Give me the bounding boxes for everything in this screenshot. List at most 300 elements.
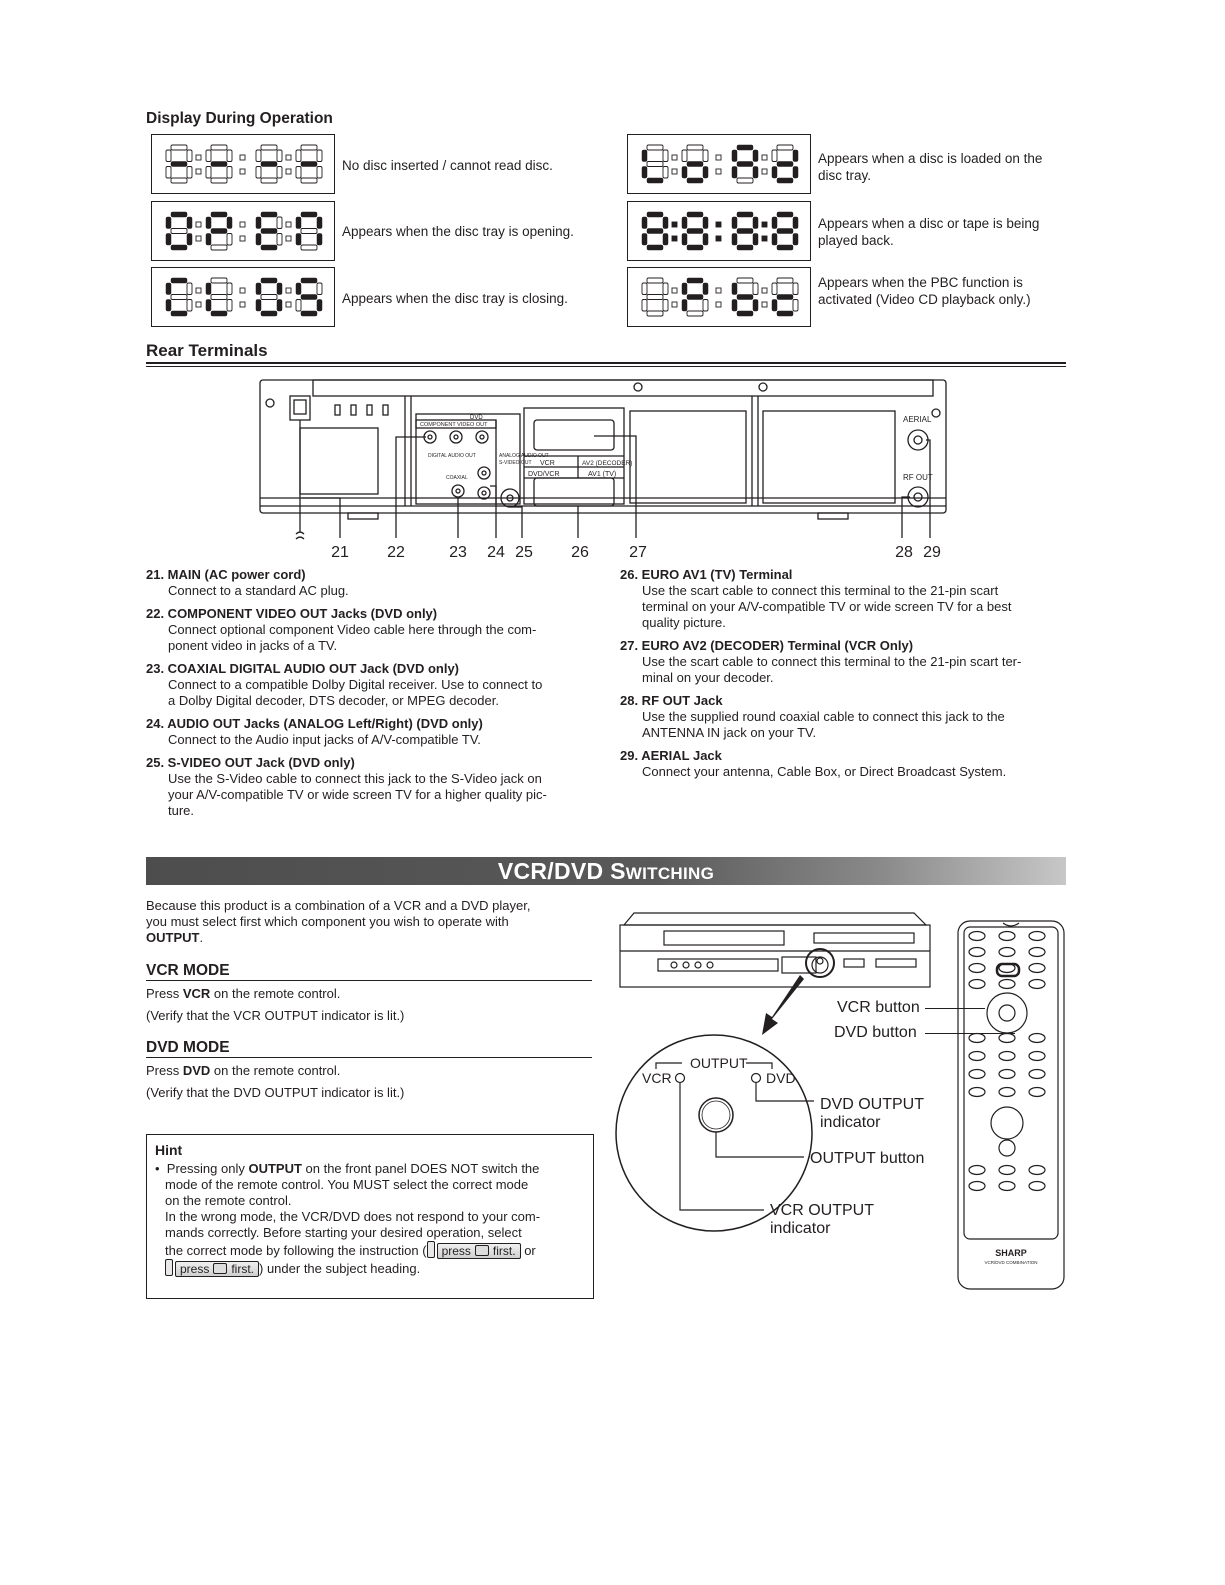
callout-23: 23	[449, 544, 467, 561]
rf-out-jack	[908, 487, 928, 507]
lcd-colon-dot	[762, 288, 767, 293]
lcd-segment	[256, 234, 261, 246]
disc-tray	[814, 933, 914, 943]
lcd-segment	[793, 300, 798, 312]
lcd-segment	[166, 283, 171, 295]
label-svideo: S-VIDEO OUT	[499, 460, 532, 466]
lcd-segment	[732, 167, 737, 179]
remote-key[interactable]	[999, 1052, 1015, 1061]
lcd-colon-dot	[672, 169, 677, 174]
lcd-segment	[703, 234, 708, 246]
lcd-digits	[152, 135, 334, 193]
terminal-desc-line: Connect to a compatible Dolby Digital receiver. Use to connect to	[168, 677, 543, 692]
output-button-callout: OUTPUT button	[810, 1150, 925, 1167]
terminal-title: 27. EURO AV2 (DECODER) Terminal (VCR Only)	[620, 638, 914, 653]
lcd-segment	[206, 217, 211, 229]
lcd-segment	[737, 162, 753, 167]
remote-key[interactable]	[1029, 1182, 1045, 1191]
lcd-segment	[647, 162, 663, 167]
lcd-segment	[211, 311, 227, 316]
lcd-segment	[687, 212, 703, 217]
callout-29: 29	[923, 544, 941, 561]
remote-key[interactable]	[999, 980, 1015, 989]
lcd-colon-dot	[762, 155, 767, 160]
lcd-segment	[753, 300, 758, 312]
lcd-segment	[772, 150, 777, 162]
terminal-list-right	[620, 567, 1070, 787]
lcd-segment	[166, 167, 171, 179]
lcd-colon-dot	[196, 236, 201, 241]
lcd-desc-no-disc: No disc inserted / cannot read disc.	[342, 158, 553, 173]
lcd-colon-dot	[762, 222, 767, 227]
lcd-segment	[261, 278, 277, 283]
lcd-segment	[682, 283, 687, 295]
lcd-segment	[753, 150, 758, 162]
lcd-segment	[732, 300, 737, 312]
terminal-desc-line: Use the scart cable to connect this terminal to the 21-pin scart ter-	[642, 654, 1022, 669]
terminal-item	[146, 755, 596, 819]
lcd-segment	[256, 283, 261, 295]
lcd-segment	[663, 234, 668, 246]
section-rule	[146, 366, 1066, 367]
display-section-title: Display During Operation	[146, 110, 333, 127]
remote-control	[955, 918, 1067, 1292]
lcd-segment	[732, 234, 737, 246]
lcd-segment	[211, 162, 227, 167]
lcd-segment	[642, 300, 647, 312]
remote-key[interactable]	[969, 932, 985, 941]
lcd-segment	[703, 167, 708, 179]
lcd-segment	[772, 300, 777, 312]
label-dvd: DVD	[470, 415, 483, 421]
lcd-segment	[682, 167, 687, 179]
lcd-segment	[171, 295, 187, 300]
lcd-digits	[152, 202, 334, 260]
label-av2: AV2 (DECODER)	[582, 460, 633, 467]
lcd-segment	[261, 145, 277, 150]
lcd-segment	[166, 150, 171, 162]
lcd-segment	[227, 283, 232, 295]
lcd-segment	[777, 311, 793, 316]
vcr-mode-title: VCR MODE	[146, 962, 230, 979]
remote-key[interactable]	[969, 1182, 985, 1191]
lcd-segment	[647, 229, 663, 234]
label-dvdvcr: DVD/VCR	[528, 471, 560, 478]
lcd-segment	[703, 283, 708, 295]
lcd-segment	[187, 167, 192, 179]
lcd-segment	[732, 283, 737, 295]
lcd-segment	[296, 234, 301, 246]
lcd-segment	[261, 229, 277, 234]
lcd-colon-dot	[672, 155, 677, 160]
lcd-colon-dot	[286, 169, 291, 174]
remote-brand: SHARP	[995, 1248, 1027, 1258]
lcd-segment	[277, 300, 282, 312]
section-rule	[146, 362, 1066, 364]
terminal-desc-line: Use the S-Video cable to connect this jack to the S-Video jack on	[168, 771, 542, 786]
lcd-segment	[301, 311, 317, 316]
remote-key[interactable]	[1029, 1166, 1045, 1175]
terminal-title: 23. COAXIAL DIGITAL AUDIO OUT Jack (DVD only)	[146, 661, 460, 676]
lcd-segment	[753, 167, 758, 179]
remote-key[interactable]	[999, 1070, 1015, 1079]
dvd-mode-rule	[146, 1057, 592, 1058]
lcd-colon-dot	[240, 302, 245, 307]
panel-cover-right	[763, 411, 895, 503]
lcd-segment	[277, 167, 282, 179]
lcd-segment	[793, 217, 798, 229]
lcd-colon-dot	[240, 236, 245, 241]
press-first-chip: press first.	[175, 1261, 259, 1277]
lcd-colon-dot	[240, 222, 245, 227]
lcd-segment	[256, 150, 261, 162]
lcd-segment	[206, 150, 211, 162]
label-component: COMPONENT VIDEO OUT	[420, 422, 488, 428]
lcd-colon-dot	[672, 222, 677, 227]
callout-27: 27	[629, 544, 647, 561]
lcd-segment	[171, 212, 187, 217]
lcd-digits	[628, 202, 810, 260]
lcd-segment	[772, 283, 777, 295]
lcd-segment	[296, 300, 301, 312]
terminal-item	[146, 606, 596, 654]
lcd-colon-dot	[716, 169, 721, 174]
terminal-desc-line: Connect to a standard AC plug.	[168, 583, 349, 598]
lcd-segment	[682, 300, 687, 312]
lcd-segment	[211, 229, 227, 234]
rear-terminals-title: Rear Terminals	[146, 341, 268, 360]
terminal-item	[146, 661, 596, 709]
terminal-desc-line: Connect your antenna, Cable Box, or Direct Broadcast System.	[642, 764, 1007, 779]
terminal-title: 26. EURO AV1 (TV) Terminal	[620, 567, 793, 582]
lcd-segment	[301, 178, 317, 183]
lcd-segment	[663, 300, 668, 312]
analog-audio-jack-l	[478, 467, 490, 479]
lcd-segment	[317, 283, 322, 295]
screw	[266, 399, 274, 407]
lcd-segment	[647, 245, 663, 250]
lcd-display-open	[151, 201, 335, 261]
lcd-colon-dot	[240, 169, 245, 174]
remote-key[interactable]	[1029, 1070, 1045, 1079]
terminal-desc-line: ture.	[168, 803, 195, 818]
lcd-colon-dot	[196, 288, 201, 293]
nav-pad	[987, 993, 1027, 1033]
lcd-segment	[663, 167, 668, 179]
remote-key[interactable]	[1029, 964, 1045, 973]
lcd-segment	[277, 150, 282, 162]
press-first-chip: press first.	[437, 1243, 521, 1259]
lcd-segment	[206, 300, 211, 312]
lcd-segment	[737, 311, 753, 316]
lcd-segment	[211, 178, 227, 183]
lcd-segment	[687, 178, 703, 183]
lcd-segment	[171, 162, 187, 167]
lcd-segment	[317, 300, 322, 312]
remote-key[interactable]	[999, 1166, 1015, 1175]
lcd-segment	[206, 167, 211, 179]
lcd-colon-dot	[286, 302, 291, 307]
remote-key[interactable]	[999, 932, 1015, 941]
vcr-button-callout: VCR button	[837, 999, 920, 1016]
lcd-segment	[753, 217, 758, 229]
lcd-segment	[187, 300, 192, 312]
remote-key[interactable]	[969, 948, 985, 957]
lcd-segment	[687, 245, 703, 250]
lcd-desc-pbc: Appears when the PBC function is activated (Video CD playback only.)	[818, 275, 1031, 307]
label-aerial: AERIAL	[903, 415, 932, 424]
hint-title: Hint	[155, 1142, 183, 1158]
lcd-segment	[261, 178, 277, 183]
lcd-segment	[737, 229, 753, 234]
remote-key[interactable]	[1029, 948, 1045, 957]
lcd-segment	[227, 300, 232, 312]
terminal-title: 22. COMPONENT VIDEO OUT Jacks (DVD only)	[146, 606, 438, 621]
lcd-colon-dot	[196, 222, 201, 227]
lcd-colon-dot	[196, 169, 201, 174]
lcd-segment	[753, 283, 758, 295]
lcd-segment	[256, 167, 261, 179]
component-jack-y	[476, 431, 488, 443]
lcd-segment	[687, 311, 703, 316]
lcd-segment	[793, 167, 798, 179]
lcd-digits	[628, 135, 810, 193]
lcd-segment	[647, 145, 663, 150]
leader-line-29	[926, 440, 930, 538]
dvd-mode-title: DVD MODE	[146, 1039, 230, 1056]
lcd-segment	[166, 300, 171, 312]
lcd-segment	[703, 217, 708, 229]
dvd-button-callout: DVD button	[834, 1024, 917, 1041]
lcd-segment	[317, 217, 322, 229]
leader-line-28	[902, 497, 910, 538]
chassis-outline	[260, 380, 946, 513]
lcd-segment	[682, 217, 687, 229]
lcd-colon-dot	[762, 302, 767, 307]
switching-banner	[146, 857, 1066, 885]
lcd-segment	[642, 167, 647, 179]
remote-key[interactable]	[999, 1034, 1015, 1043]
lcd-segment	[647, 295, 663, 300]
terminal-list-left	[146, 567, 596, 826]
terminal-desc-line: minal on your decoder.	[642, 670, 774, 685]
callout-24: 24	[487, 544, 505, 561]
output-button-leader	[716, 1132, 804, 1157]
lcd-colon-dot	[762, 236, 767, 241]
callout-22: 22	[387, 544, 405, 561]
terminal-desc-line: terminal on your A/V-compatible TV or wide screen TV for a best	[642, 599, 1012, 614]
lcd-segment	[261, 311, 277, 316]
lcd-segment	[301, 145, 317, 150]
lcd-colon-dot	[196, 302, 201, 307]
lcd-segment	[777, 295, 793, 300]
lcd-segment	[227, 217, 232, 229]
chassis-top-rail	[313, 380, 933, 396]
remote-mini-icon	[165, 1259, 173, 1276]
lcd-display-close	[151, 267, 335, 327]
button-mini-icon	[475, 1245, 489, 1256]
screw	[634, 383, 642, 391]
remote-key[interactable]	[969, 1166, 985, 1175]
lcd-segment	[642, 283, 647, 295]
lcd-digits	[628, 268, 810, 326]
lcd-segment	[187, 217, 192, 229]
lcd-segment	[753, 234, 758, 246]
dvd-output-indicator	[752, 1074, 761, 1083]
remote-key[interactable]	[969, 1088, 985, 1097]
lcd-segment	[737, 212, 753, 217]
label-av1: AV1 (TV)	[588, 471, 617, 478]
play-button	[991, 1107, 1023, 1139]
remote-key[interactable]	[1029, 980, 1045, 989]
output-diagram	[614, 905, 944, 1245]
leader-line-21	[302, 498, 340, 538]
remote-key[interactable]	[969, 1052, 985, 1061]
lcd-segment	[682, 234, 687, 246]
remote-key[interactable]	[969, 1034, 985, 1043]
lcd-segment	[256, 300, 261, 312]
lcd-colon-dot	[240, 288, 245, 293]
lcd-segment	[171, 278, 187, 283]
lcd-display-playback	[627, 201, 811, 261]
lcd-segment	[301, 278, 317, 283]
lcd-segment	[793, 150, 798, 162]
lcd-segment	[663, 283, 668, 295]
hint-text: • Pressing only OUTPUT on the front panel DOES NOT switch the mode of the remote control. You MUST select the correct mode on the remote control. In the wrong mode, the VCR/DVD does not respond to your com- mands correctly. Before starting your desired operation, select the correct mode by following the instruction ( press first. or press first. ) under the subject heading.	[155, 1161, 541, 1276]
label-rf-out: RF OUT	[903, 473, 933, 482]
lcd-colon-dot	[716, 302, 721, 307]
vcr-label: VCR	[642, 1070, 672, 1086]
leader-line-24	[490, 486, 496, 538]
lcd-segment	[647, 212, 663, 217]
terminal-title: 29. AERIAL Jack	[620, 748, 722, 763]
lcd-segment	[261, 245, 277, 250]
lcd-segment	[732, 150, 737, 162]
lcd-segment	[261, 295, 277, 300]
vcr-output-indicator	[676, 1074, 685, 1083]
remote-key[interactable]	[969, 980, 985, 989]
leader-line-25	[510, 507, 522, 538]
lcd-colon-dot	[716, 288, 721, 293]
remote-key[interactable]	[1029, 932, 1045, 941]
hint-box	[146, 1134, 594, 1299]
lcd-segment	[793, 234, 798, 246]
remote-key[interactable]	[999, 948, 1015, 957]
lcd-segment	[277, 234, 282, 246]
lcd-colon-dot	[240, 155, 245, 160]
lcd-colon-dot	[672, 236, 677, 241]
lcd-segment	[227, 150, 232, 162]
lcd-digits	[152, 268, 334, 326]
lcd-segment	[642, 150, 647, 162]
terminal-item	[620, 638, 1070, 686]
lcd-segment	[211, 278, 227, 283]
lcd-segment	[772, 217, 777, 229]
terminal-desc-line: quality picture.	[642, 615, 726, 630]
label-coaxial: COAXIAL	[446, 475, 468, 481]
scart-av2	[534, 420, 614, 450]
lcd-segment	[687, 162, 703, 167]
lcd-segment	[227, 234, 232, 246]
switching-banner-title: VCR/DVD SWITCHING	[497, 858, 715, 884]
switching-intro: Because this product is a combination of a VCR and a DVD player, you must select first which component you wish to operate with OUTPUT.	[146, 898, 531, 945]
terminal-desc-line: Connect optional component Video cable here through the com-	[168, 622, 537, 637]
callout-25: 25	[515, 544, 533, 561]
remote-key[interactable]	[999, 1088, 1015, 1097]
lcd-segment	[301, 212, 317, 217]
terminal-title: 21. MAIN (AC power cord)	[146, 567, 306, 582]
lcd-segment	[171, 311, 187, 316]
front-panel-unit	[620, 925, 930, 987]
scart-av1	[534, 478, 614, 506]
callout-21: 21	[331, 544, 349, 561]
lcd-display-load	[627, 134, 811, 194]
label-vcr: VCR	[540, 460, 555, 467]
lcd-segment	[772, 234, 777, 246]
callout-28: 28	[895, 544, 913, 561]
lcd-segment	[777, 178, 793, 183]
lcd-colon-dot	[672, 288, 677, 293]
lcd-segment	[301, 295, 317, 300]
output-button	[699, 1098, 733, 1132]
screw	[759, 383, 767, 391]
enter-button	[999, 1005, 1015, 1021]
lcd-colon-dot	[286, 288, 291, 293]
lcd-segment	[296, 217, 301, 229]
lcd-segment	[277, 217, 282, 229]
lcd-colon-dot	[716, 222, 721, 227]
terminal-desc-line: Use the supplied round coaxial cable to connect this jack to the	[642, 709, 1005, 724]
lcd-segment	[296, 283, 301, 295]
remote-key[interactable]	[969, 964, 985, 973]
remote-key[interactable]	[969, 1070, 985, 1079]
label-analog-audio: ANALOG AUDIO OUT	[499, 453, 549, 459]
terminal-desc-line: Use the scart cable to connect this terminal to the 21-pin scart	[642, 583, 999, 598]
vcr-output-callout-1: VCR OUTPUT	[770, 1202, 874, 1219]
dvd-output-callout-2: indicator	[820, 1114, 881, 1131]
zoom-arrow-icon	[762, 975, 804, 1035]
terminal-title: 24. AUDIO OUT Jacks (ANALOG Left/Right) (DVD only)	[146, 716, 483, 731]
lcd-colon-dot	[762, 169, 767, 174]
lcd-segment	[772, 167, 777, 179]
lcd-segment	[227, 167, 232, 179]
remote-key[interactable]	[1029, 1034, 1045, 1043]
lcd-colon-dot	[716, 236, 721, 241]
terminal-item	[620, 693, 1070, 741]
front-panel-top	[624, 913, 926, 925]
remote-key[interactable]	[1029, 1052, 1045, 1061]
lcd-segment	[647, 178, 663, 183]
remote-key[interactable]	[1029, 1088, 1045, 1097]
lcd-segment	[261, 162, 277, 167]
lcd-desc-open: Appears when the disc tray is opening.	[342, 224, 574, 239]
lcd-segment	[206, 234, 211, 246]
lcd-segment	[777, 145, 793, 150]
lcd-segment	[703, 150, 708, 162]
terminal-desc-line: Connect to the Audio input jacks of A/V-compatible TV.	[168, 732, 481, 747]
terminal-item	[146, 567, 596, 599]
terminal-title: 28. RF OUT Jack	[620, 693, 723, 708]
terminal-title: 25. S-VIDEO OUT Jack (DVD only)	[146, 755, 355, 770]
lcd-segment	[703, 300, 708, 312]
lcd-segment	[211, 212, 227, 217]
remote-key[interactable]	[999, 1182, 1015, 1191]
component-jack-pb	[450, 431, 462, 443]
lcd-segment	[261, 212, 277, 217]
lcd-segment	[647, 278, 663, 283]
lcd-segment	[301, 162, 317, 167]
terminal-item	[146, 716, 596, 748]
